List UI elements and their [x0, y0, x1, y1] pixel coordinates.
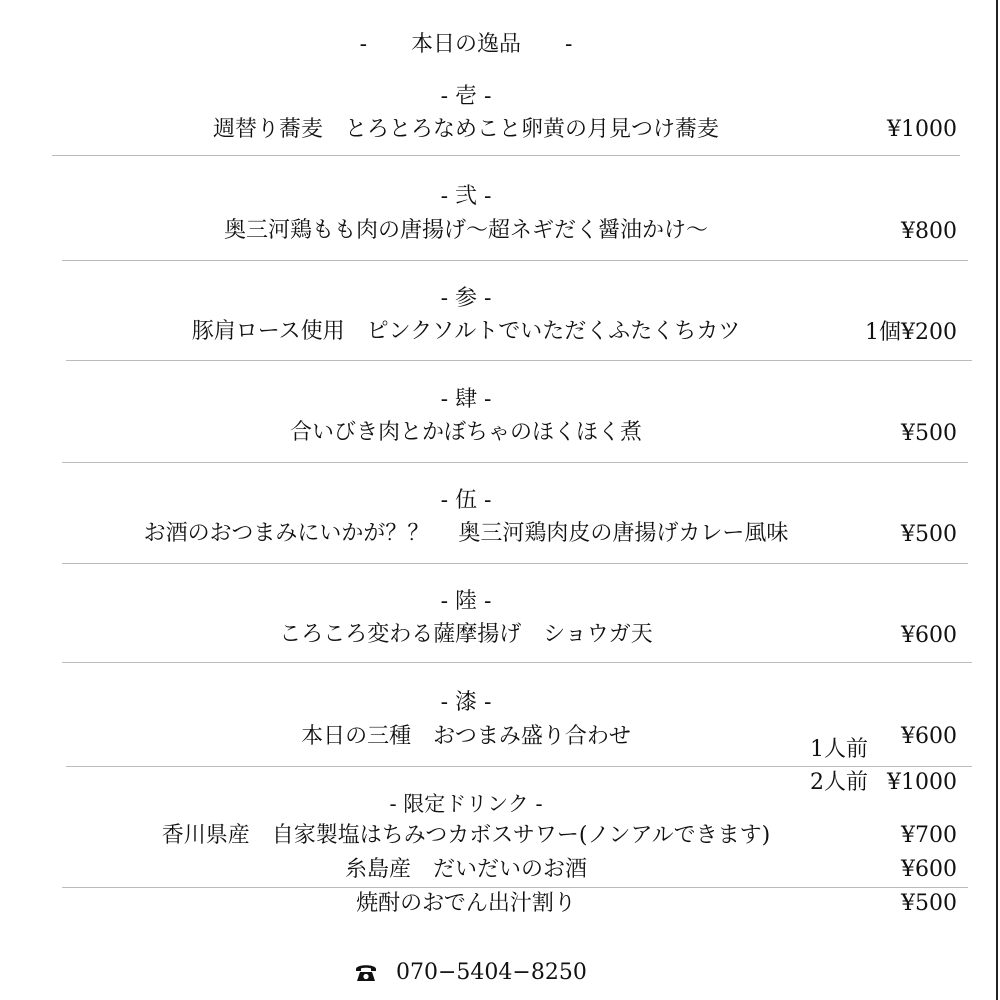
item-7-price-2: ¥1000: [887, 770, 957, 795]
item-7-portion-2: 2人前: [810, 770, 868, 795]
drinks-title: - 限定ドリンク -: [389, 792, 543, 816]
item-7-name: 本日の三種 おつまみ盛り合わせ: [301, 724, 631, 749]
divider: [52, 155, 960, 156]
drink-1-name: 香川県産 自家製塩はちみつカボスサワー(ノンアルできます): [161, 823, 771, 848]
phone-number[interactable]: 070−5404−8250: [396, 960, 587, 985]
item-7-portion-1: 1人前: [810, 737, 868, 762]
item-2-name: 奥三河鶏もも肉の唐揚げ～超ネギだく醤油かけ～: [223, 218, 709, 243]
drink-3-price: ¥500: [901, 891, 957, 916]
item-1-name: 週替り蕎麦 とろとろなめこと卵黄の月見つけ蕎麦: [212, 117, 720, 142]
divider: [62, 563, 968, 564]
item-4-price: ¥500: [901, 421, 957, 446]
item-4-number: - 肆 -: [440, 387, 492, 412]
item-1-price: ¥1000: [887, 117, 957, 142]
item-6-number: - 陸 -: [440, 589, 492, 614]
divider: [62, 887, 968, 888]
item-5-price: ¥500: [901, 522, 957, 547]
drink-2-name: 糸島産 だいだいのお酒: [344, 857, 588, 882]
divider: [62, 260, 968, 261]
item-4-name: 合いびき肉とかぼちゃのほくほく煮: [289, 420, 643, 445]
divider: [62, 662, 972, 663]
right-border: [996, 0, 998, 1000]
item-6-name: ころころ変わる薩摩揚げ ショウガ天: [279, 622, 653, 647]
item-2-number: - 弐 -: [440, 184, 492, 209]
divider: [66, 360, 972, 361]
item-2-price: ¥800: [901, 219, 957, 244]
item-7-number: - 漆 -: [440, 690, 492, 715]
drink-3-name: 焼酎のおでん出汁割り: [356, 891, 576, 916]
item-7-price: ¥600: [901, 724, 957, 749]
drink-1-price: ¥700: [901, 823, 957, 848]
divider: [62, 462, 968, 463]
divider: [66, 766, 972, 767]
page-title: - 本日の逸品 -: [359, 32, 573, 57]
item-5-name: お酒のおつまみにいかが？？ 奥三河鶏肉皮の唐揚げカレー風味: [143, 521, 789, 546]
item-3-price: 1個¥200: [865, 320, 957, 345]
telephone-icon: [354, 961, 378, 983]
item-3-number: - 参 -: [440, 286, 492, 311]
item-1-number: - 壱 -: [440, 84, 492, 109]
item-5-number: - 伍 -: [440, 488, 492, 513]
drink-2-price: ¥600: [901, 857, 957, 882]
item-3-name: 豚肩ロース使用 ピンクソルトでいただくふたくちカツ: [191, 319, 741, 344]
item-6-price: ¥600: [901, 623, 957, 648]
